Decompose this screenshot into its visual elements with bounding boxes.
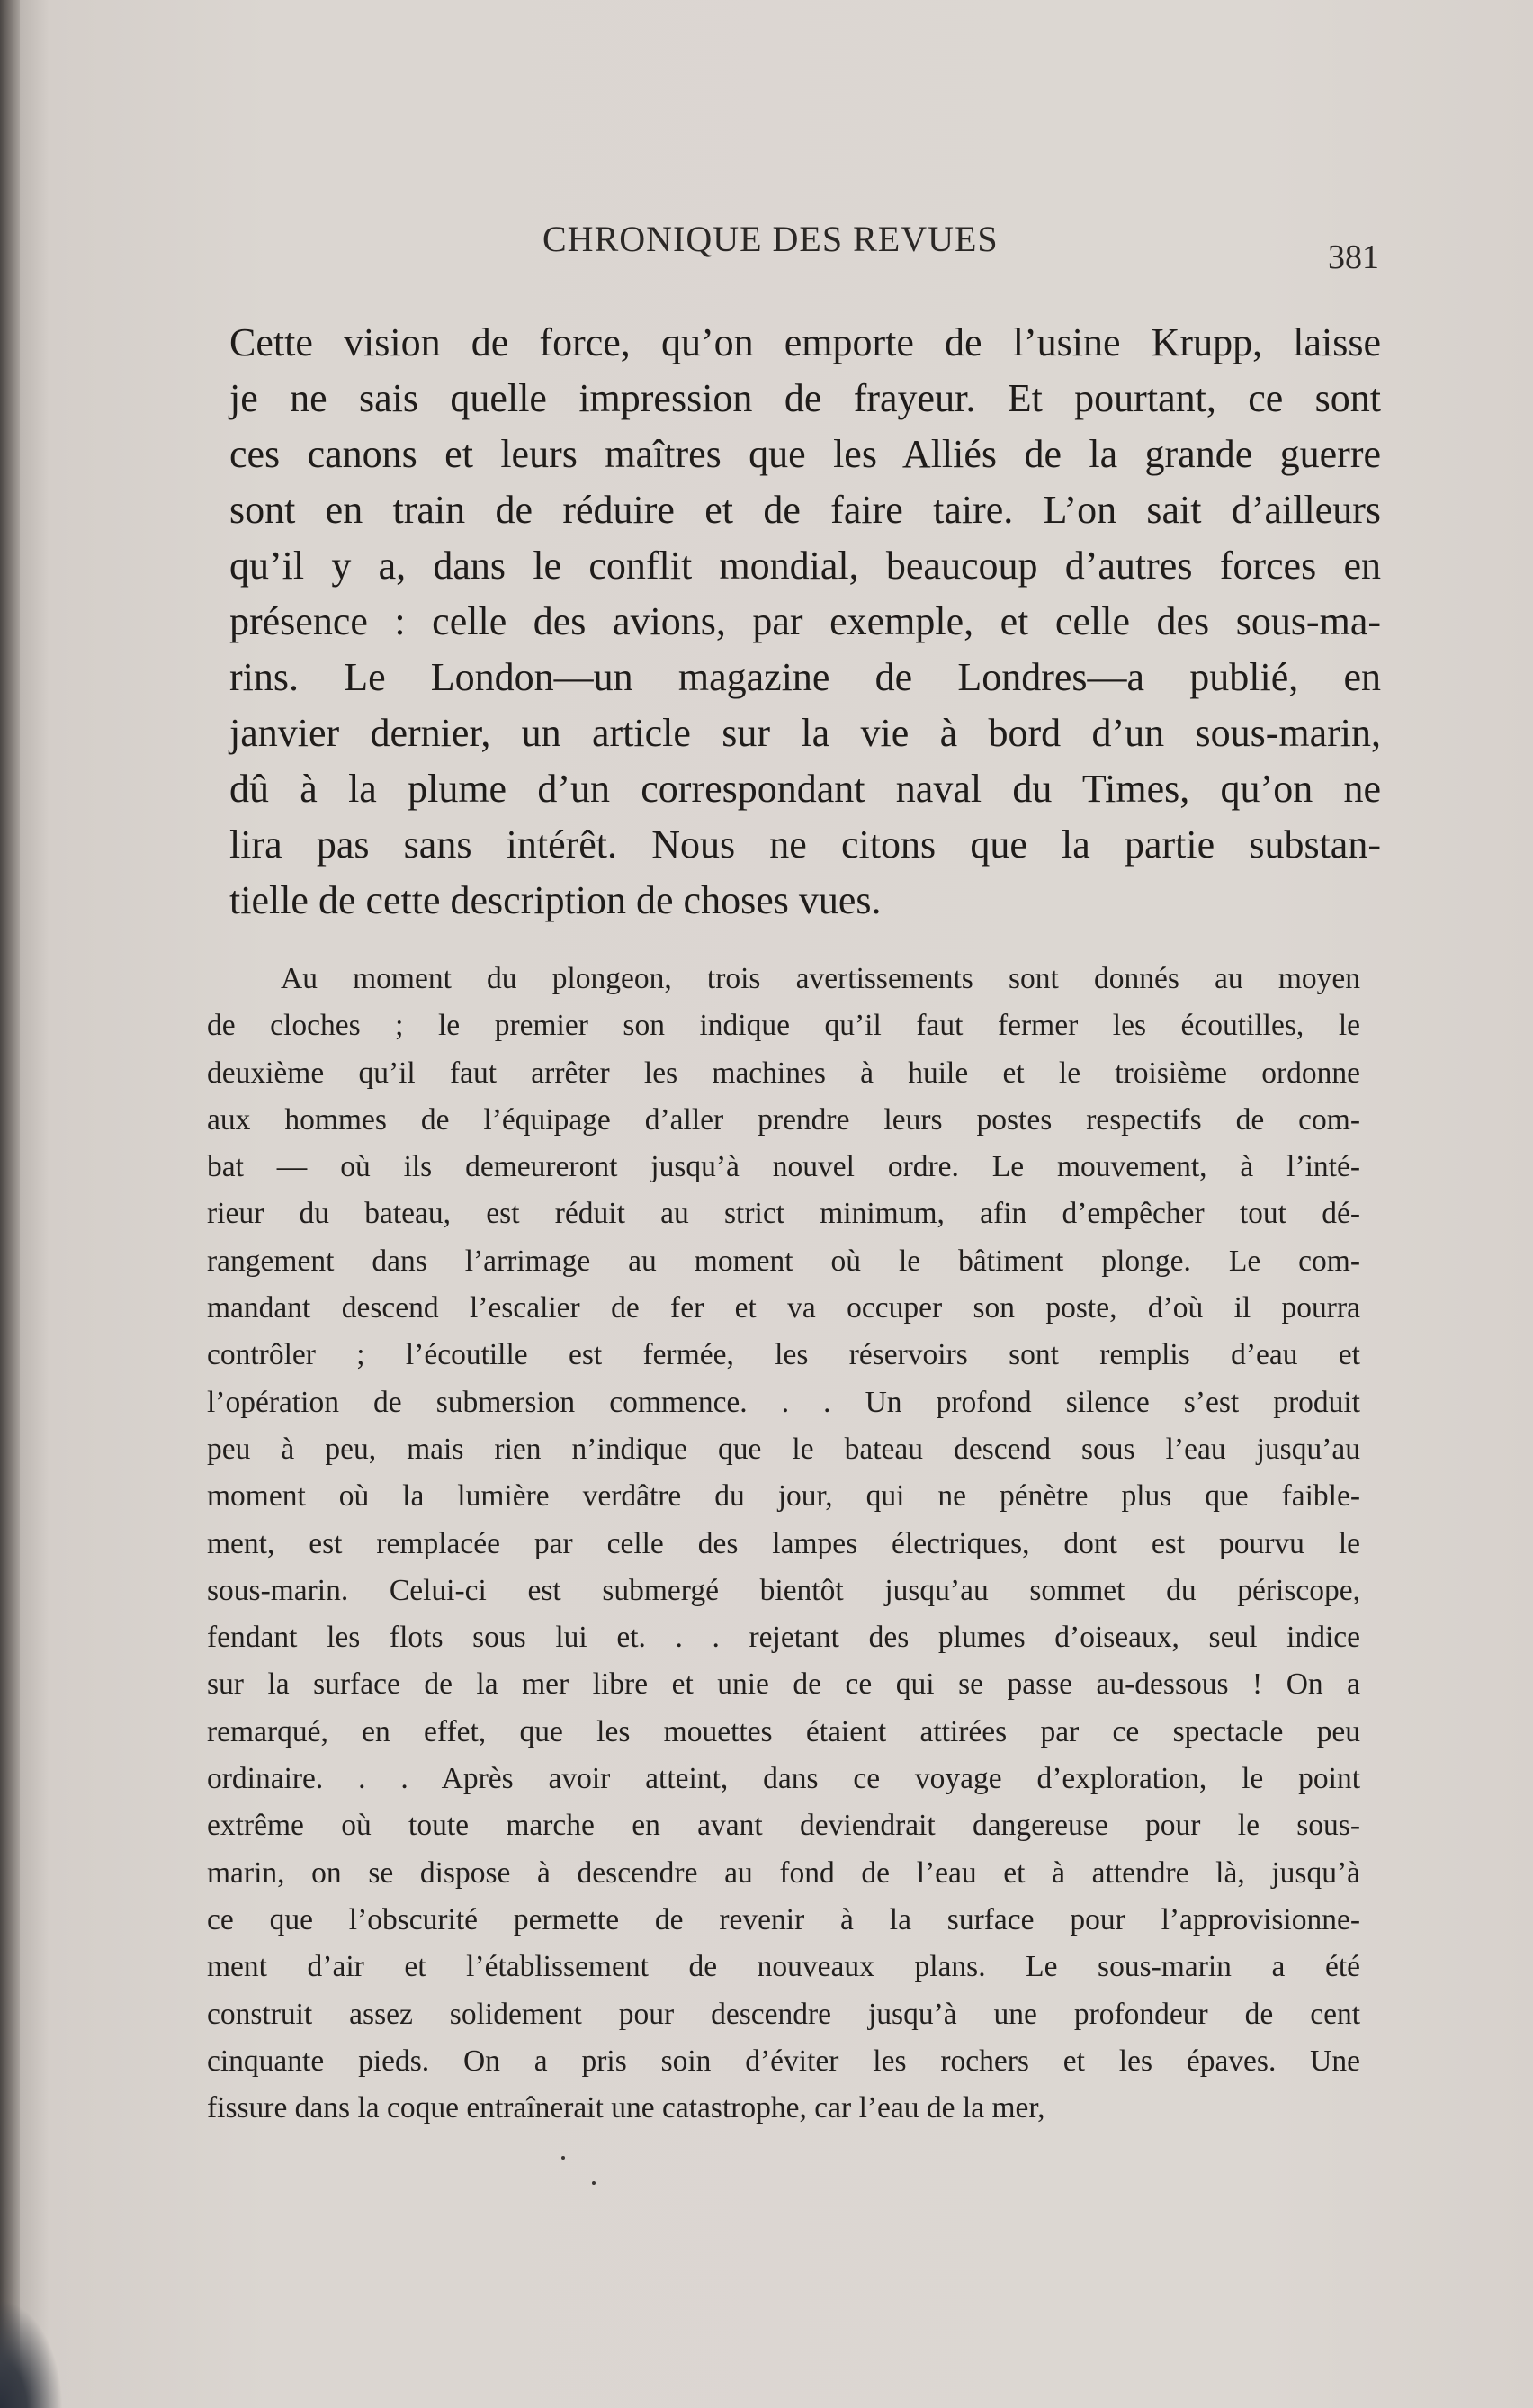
quote-line: mandant descend l’escalier de fer et va occuper son poste, d’où il pourra xyxy=(207,1291,1360,1325)
main-line: ces canons et leurs maîtres que les Alliés de la grande guerre xyxy=(229,432,1381,476)
main-line: Cette vision de force, qu’on emporte de l’usine Krupp, laisse xyxy=(229,320,1381,364)
quote-line: cinquante pieds. On a pris soin d’éviter les rochers et les épaves. Une xyxy=(207,2044,1360,2078)
main-line: sont en train de réduire et de faire taire. L’on sait d’ailleurs xyxy=(229,488,1381,532)
main-line: janvier dernier, un article sur la vie à bord d’un sous-marin, xyxy=(229,711,1381,755)
main-line: qu’il y a, dans le conflit mondial, beaucoup d’autres forces en xyxy=(229,544,1381,588)
cover-corner xyxy=(0,2300,63,2408)
ink-specks xyxy=(558,2154,594,2190)
quote-line: fendant les flots sous lui et. . . rejetant des plumes d’oiseaux, seul indice xyxy=(207,1621,1360,1655)
quote-line: sur la surface de la mer libre et unie de ce qui se passe au-dessous ! On a xyxy=(207,1667,1360,1702)
running-title: CHRONIQUE DES REVUES xyxy=(542,219,999,259)
quote-line: rangement dans l’arrimage au moment où le bâtiment plonge. Le com- xyxy=(207,1244,1360,1278)
quote-line: Au moment du plongeon, trois avertissements sont donnés au moyen xyxy=(281,962,1360,995)
quote-line: moment où la lumière verdâtre du jour, qui ne pénètre plus que faible- xyxy=(207,1479,1360,1514)
quote-line: marin, on se dispose à descendre au fond de l’eau et à attendre là, jusqu’à xyxy=(207,1855,1360,1890)
quote-line: ordinaire. . . Après avoir atteint, dans ce voyage d’exploration, le point xyxy=(207,1762,1360,1796)
book-binding-edge xyxy=(0,0,20,2408)
main-line: tielle de cette description de choses vues. xyxy=(229,878,882,922)
quote-line: ment, est remplacée par celle des lampes électriques, dont est pourvu le xyxy=(207,1526,1360,1560)
quote-line: l’opération de submersion commence. . . Un profond silence s’est produit xyxy=(207,1385,1360,1419)
quote-line: ment d’air et l’établissement de nouveaux plans. Le sous-marin a été xyxy=(207,1950,1360,1984)
main-line: rins. Le London—un magazine de Londres—a publié, en xyxy=(229,655,1381,699)
page-number: 381 xyxy=(1328,238,1379,276)
quote-line: rieur du bateau, est réduit au strict minimum, afin d’empêcher tout dé- xyxy=(207,1197,1360,1231)
quote-line: de cloches ; le premier son indique qu’il faut fermer les écoutilles, le xyxy=(207,1009,1360,1043)
quote-line: peu à peu, mais rien n’indique que le bateau descend sous l’eau jusqu’au xyxy=(207,1432,1360,1466)
ink-speck xyxy=(561,2156,565,2160)
main-line: lira pas sans intérêt. Nous ne citons que la partie substan- xyxy=(229,822,1381,867)
quote-line: construit assez solidement pour descendre jusqu’à une profondeur de cent xyxy=(207,1997,1360,2031)
quote-line: remarqué, en effet, que les mouettes étaient attirées par ce spectacle peu xyxy=(207,1714,1360,1748)
quote-line: deuxième qu’il faut arrêter les machines à huile et le troisième ordonne xyxy=(207,1056,1360,1090)
ink-speck xyxy=(592,2181,596,2185)
quote-line: ce que l’obscurité permette de revenir à la surface pour l’approvisionne- xyxy=(207,1902,1360,1936)
quote-line: fissure dans la coque entraînerait une catastrophe, car l’eau de la mer, xyxy=(207,2091,1045,2125)
main-line: dû à la plume d’un correspondant naval du Times, qu’on ne xyxy=(229,767,1381,811)
quote-line: sous-marin. Celui-ci est submergé bientôt jusqu’au sommet du périscope, xyxy=(207,1573,1360,1607)
main-paragraph xyxy=(229,315,1381,929)
quote-line: bat — où ils demeureront jusqu’à nouvel ordre. Le mouvement, à l’inté- xyxy=(207,1150,1360,1184)
quoted-paragraph xyxy=(207,956,1360,2132)
main-line: présence : celle des avions, par exemple, et celle des sous-ma- xyxy=(229,599,1381,643)
quote-line: contrôler ; l’écoutille est fermée, les réservoirs sont remplis d’eau et xyxy=(207,1338,1360,1372)
quote-line: extrême où toute marche en avant deviendrait dangereuse pour le sous- xyxy=(207,1809,1360,1843)
main-line: je ne sais quelle impression de frayeur. Et pourtant, ce sont xyxy=(229,376,1381,420)
quote-line: aux hommes de l’équipage d’aller prendre leurs postes respectifs de com- xyxy=(207,1102,1360,1137)
